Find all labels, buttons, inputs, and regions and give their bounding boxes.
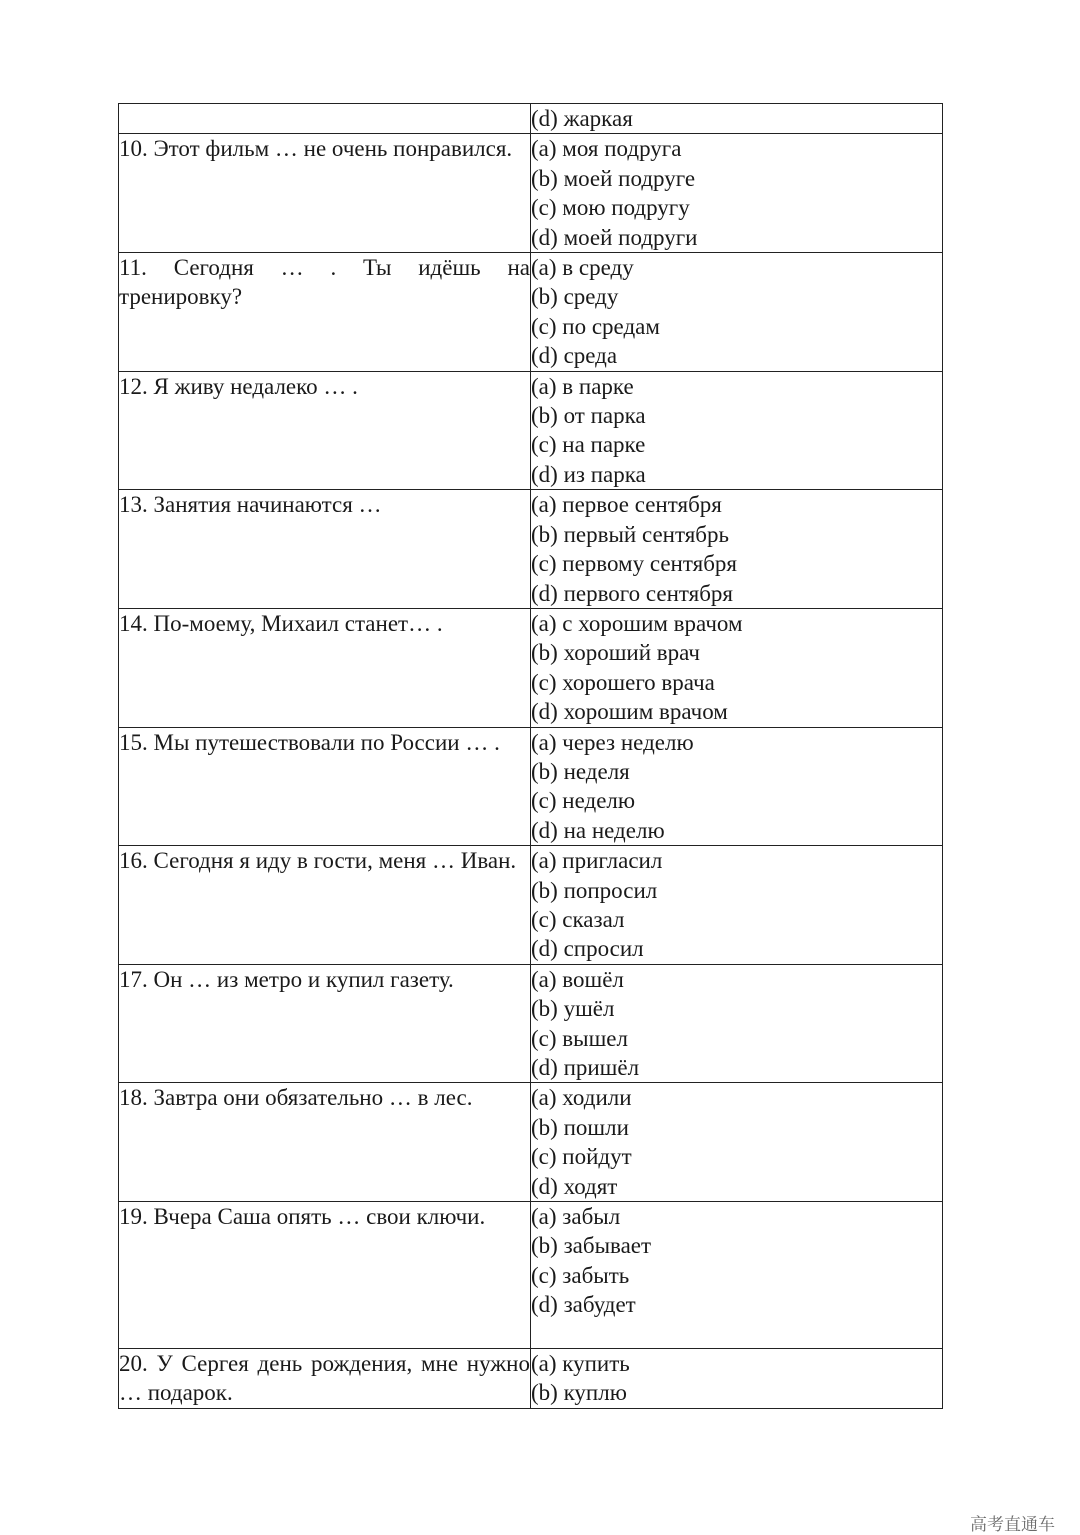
- option-b: (b) от парка: [531, 403, 646, 429]
- option-c: (c) вышел: [531, 1025, 628, 1051]
- question-cell: 16. Сегодня я иду в гости, меня … Иван.: [119, 846, 531, 965]
- option-d: (d) на неделю: [531, 817, 665, 843]
- option-c: (c) первому сентября: [531, 551, 737, 577]
- option-d: (d) среда: [531, 343, 618, 369]
- question-cell: 11. Сегодня … . Ты идёшь на тренировку?: [119, 253, 531, 372]
- options-cell: [531, 371, 943, 490]
- table-row: [119, 846, 943, 965]
- table-row: [119, 608, 943, 727]
- option-d: (d) спросил: [531, 936, 644, 962]
- quiz-table: [118, 103, 943, 1409]
- option-a: (a) забыл: [531, 1204, 621, 1230]
- table-row: [119, 134, 943, 253]
- option-c: (c) хорошего врача: [531, 669, 715, 695]
- options-cell: [531, 1202, 943, 1349]
- option-a: (a) через неделю: [531, 729, 694, 755]
- table-row: [119, 1202, 943, 1349]
- option-d: (d) моей подруги: [531, 224, 698, 250]
- options-cell: [531, 490, 943, 609]
- option-b: (b) моей подруге: [531, 165, 696, 191]
- option-a: (a) первое сентября: [531, 492, 722, 518]
- table-row: [119, 104, 943, 134]
- question-cell: [119, 104, 531, 134]
- option-a: (a) вошёл: [531, 966, 624, 992]
- option-a: (a) в среду: [531, 255, 634, 281]
- table-row: [119, 371, 943, 490]
- table-row: [119, 253, 943, 372]
- question-cell: 17. Он … из метро и купил газету.: [119, 964, 531, 1083]
- options-cell: [531, 846, 943, 965]
- option-a: (a) пригласил: [531, 848, 663, 874]
- option-c: (c) по средам: [531, 313, 660, 339]
- question-cell: 19. Вчера Саша опять … свои ключи.: [119, 1202, 531, 1349]
- option-a: (a) ходили: [531, 1085, 632, 1111]
- option-d: (d) хорошим врачом: [531, 699, 728, 725]
- table-row: [119, 1349, 943, 1409]
- options-cell: [531, 134, 943, 253]
- option-d: (d) первого сентября: [531, 580, 734, 606]
- option-b: (b) попросил: [531, 877, 658, 903]
- options-cell: [531, 104, 943, 134]
- option-c: (c) на парке: [531, 432, 646, 458]
- option-a: (a) купить: [531, 1351, 630, 1377]
- option-c: (c) неделю: [531, 788, 636, 814]
- option-b: (b) хороший врач: [531, 640, 700, 666]
- question-cell: 12. Я живу недалеко … .: [119, 371, 531, 490]
- options-cell: [531, 1083, 943, 1202]
- option-b: (b) неделя: [531, 758, 630, 784]
- option-b: (b) среду: [531, 284, 619, 310]
- question-cell: 10. Этот фильм … не очень понравился.: [119, 134, 531, 253]
- option-a: (a) моя подруга: [531, 136, 682, 162]
- option-a: (a) в парке: [531, 373, 634, 399]
- option-b: (b) забывает: [531, 1233, 652, 1259]
- options-cell: [531, 964, 943, 1083]
- options-cell: [531, 727, 943, 846]
- option-b: (b) ушёл: [531, 996, 615, 1022]
- option-b: (b) первый сентябрь: [531, 521, 729, 547]
- option-a: (a) с хорошим врачом: [531, 610, 743, 636]
- table-row: [119, 1083, 943, 1202]
- option-b: (b) пошли: [531, 1114, 629, 1140]
- option-c: (c) забыть: [531, 1262, 630, 1288]
- option-d: (d) пришёл: [531, 1055, 640, 1080]
- option-c: (c) мою подругу: [531, 195, 690, 221]
- question-cell: 20. У Сергея день рождения, мне нужно … подарок.: [119, 1349, 531, 1409]
- table-row: [119, 727, 943, 846]
- options-cell: [531, 253, 943, 372]
- table-row: [119, 490, 943, 609]
- option-c: (c) пойдут: [531, 1144, 632, 1170]
- option-b: (b) куплю: [531, 1380, 627, 1406]
- option-c: (c) сказал: [531, 906, 625, 932]
- question-cell: 14. По-моему, Михаил станет… .: [119, 608, 531, 727]
- options-cell: [531, 1349, 943, 1409]
- question-cell: 15. Мы путешествовали по России … .: [119, 727, 531, 846]
- watermark-logo-text: 高考直通车: [970, 1515, 1055, 1535]
- options-cell: [531, 608, 943, 727]
- table-row: [119, 964, 943, 1083]
- option-d: (d) забудет: [531, 1292, 636, 1318]
- question-cell: 18. Завтра они обязательно … в лес.: [119, 1083, 531, 1202]
- option-d: (d) ходят: [531, 1173, 618, 1199]
- option-d: (d) жаркая: [531, 106, 633, 131]
- question-cell: 13. Занятия начинаются …: [119, 490, 531, 609]
- option-d: (d) из парка: [531, 461, 646, 487]
